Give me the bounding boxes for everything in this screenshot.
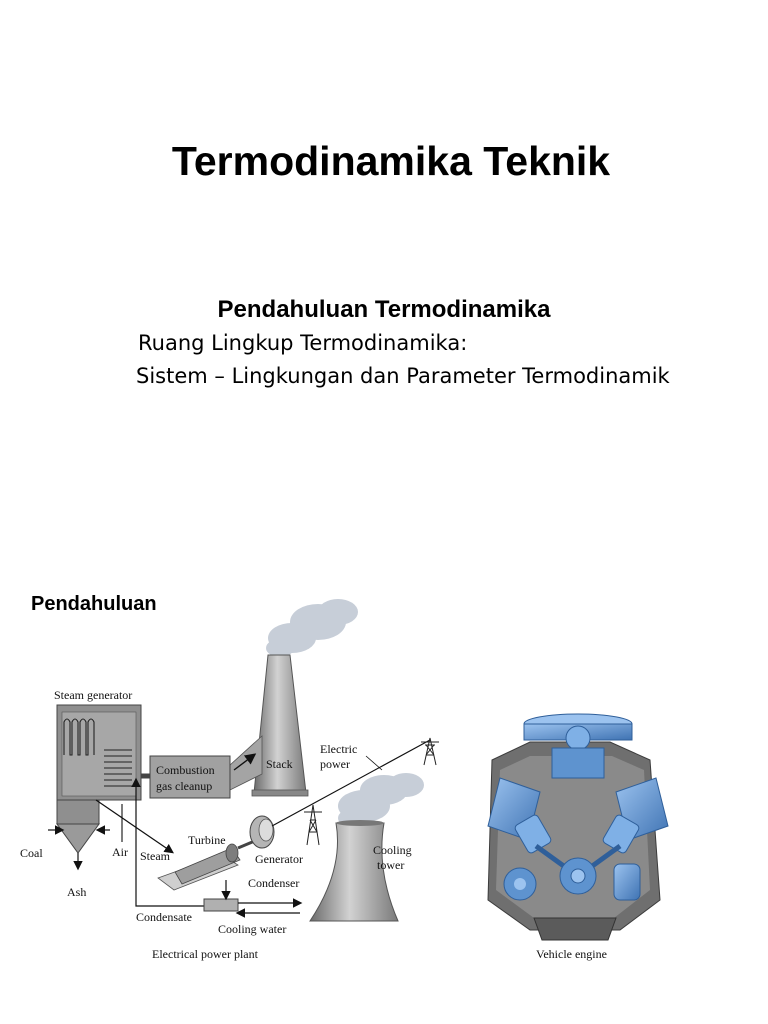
label-tower: tower [377, 858, 405, 872]
label-air: Air [112, 845, 128, 859]
label-electric: Electric [320, 742, 358, 756]
label-turbine: Turbine [188, 833, 226, 847]
label-stack: Stack [266, 757, 293, 771]
label-condensate: Condensate [136, 910, 192, 924]
power-plant-diagram [20, 599, 439, 961]
label-gas-cleanup: gas cleanup [156, 779, 213, 793]
section-heading: Pendahuluan [31, 593, 157, 615]
scope-line: Ruang Lingkup Termodinamika: [138, 331, 468, 355]
vehicle-engine-illustration [488, 714, 668, 961]
label-cooling: Cooling [373, 843, 412, 857]
label-combustion: Combustion [156, 763, 215, 777]
stack-smoke [266, 599, 358, 657]
steam-generator [57, 705, 141, 853]
label-coal: Coal [20, 846, 43, 860]
tower-smoke [338, 773, 424, 827]
scope-line: Sistem – Lingkungan dan Parameter Termodinamik [136, 364, 670, 388]
vehicle-engine-caption: Vehicle engine [536, 947, 607, 961]
label-generator: Generator [255, 852, 303, 866]
slide-title: Termodinamika Teknik [171, 138, 611, 184]
slide-subtitle: Pendahuluan Termodinamika [217, 296, 551, 323]
label-cooling-water: Cooling water [218, 922, 287, 936]
label-steam: Steam [140, 849, 170, 863]
cooling-tower [310, 823, 398, 921]
power-plant-caption: Electrical power plant [152, 947, 258, 961]
label-power: power [320, 757, 350, 771]
label-ash: Ash [67, 885, 87, 899]
condenser [204, 880, 238, 911]
generator [250, 816, 274, 848]
figure-panel [0, 580, 768, 980]
label-steam-generator: Steam generator [54, 688, 133, 702]
label-condenser: Condenser [248, 876, 300, 890]
